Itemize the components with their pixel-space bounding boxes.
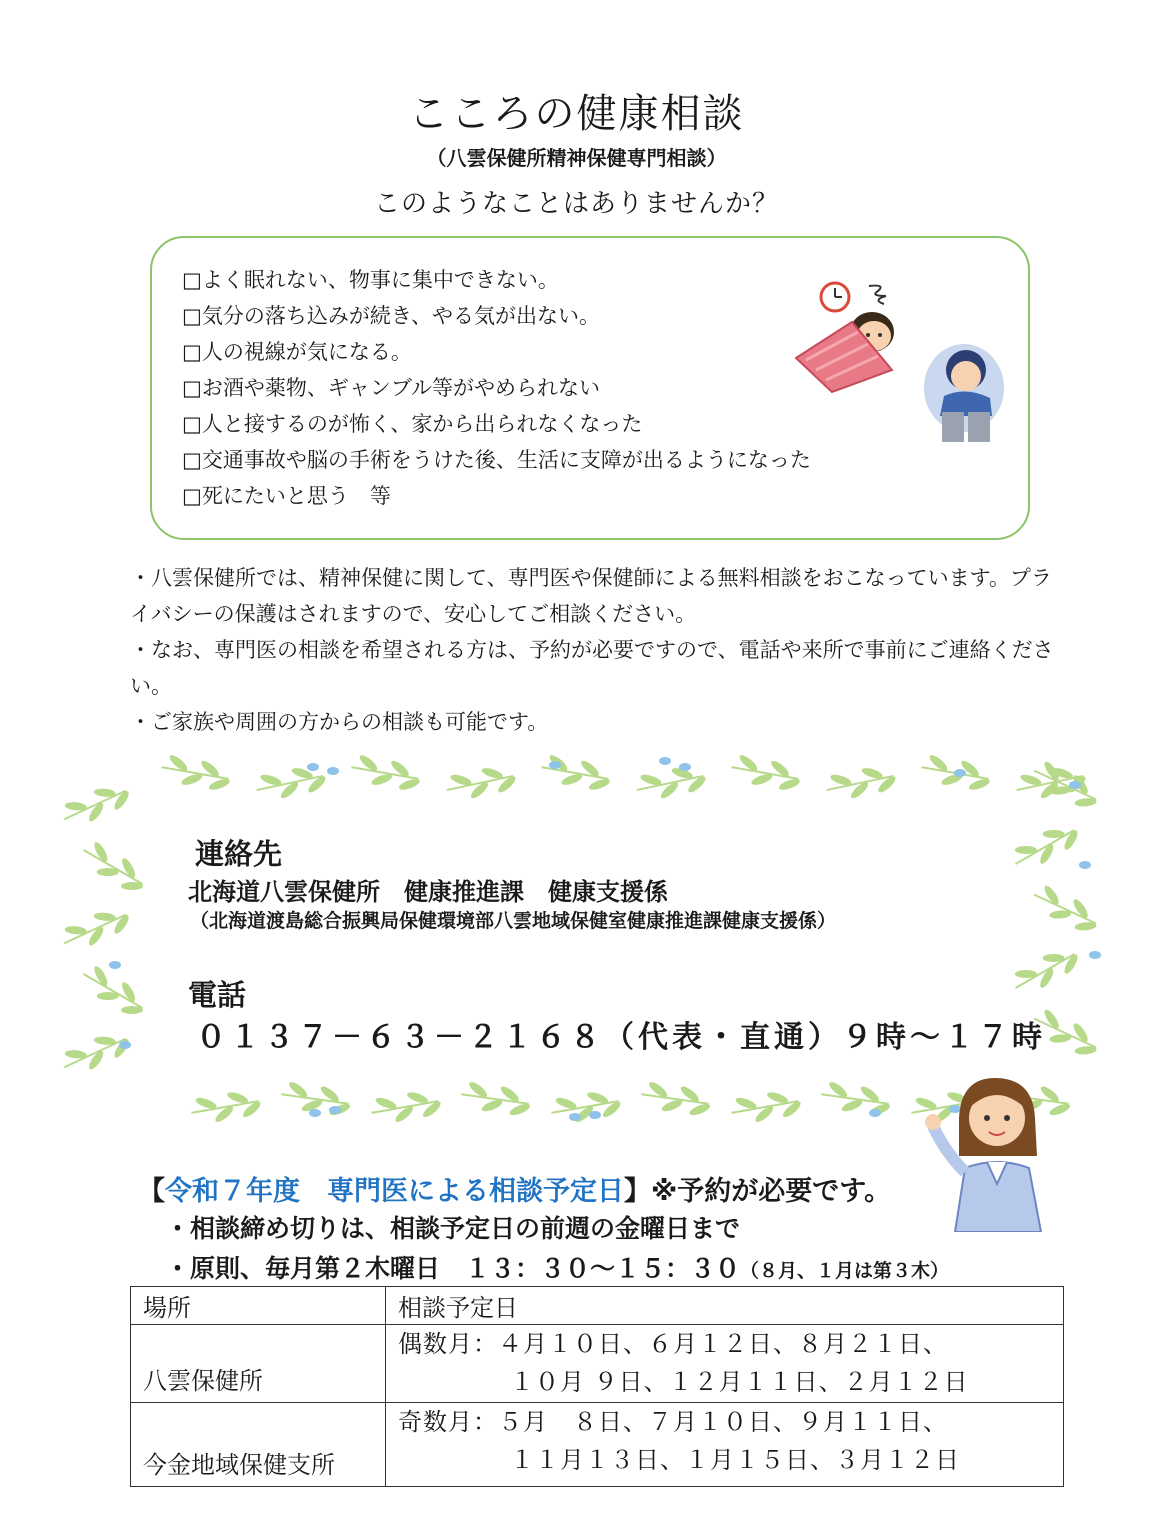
table-cell-dates: [386, 1403, 1064, 1487]
date-line: 奇数月：５月 ８日、７月１０日、９月１１日、: [398, 1408, 948, 1436]
schedule-time-bullet: [165, 1249, 949, 1285]
leaf-sprig: [819, 1078, 894, 1120]
checklist-item: □気分の落ち込みが続き、やる気が出ない。: [182, 304, 600, 328]
water-drop: [569, 1113, 581, 1121]
leaf-sprig: [633, 760, 710, 806]
table-cell-dates: [386, 1325, 1064, 1403]
table-row: [131, 1325, 1064, 1403]
water-drop: [549, 761, 561, 769]
date-line: 偶数月：４月１０日、６月１２日、８月２１日、: [398, 1330, 948, 1358]
phone-number[interactable]: ０１３７－６３－２１６８（代表・直通）９時～１７時: [196, 1020, 1046, 1055]
water-drop: [109, 961, 121, 969]
table-row: [131, 1403, 1064, 1487]
notes-section: [130, 560, 1060, 740]
table-cell-place: 今金地域保健支所: [131, 1403, 386, 1487]
table-cell-place: 八雲保健所: [131, 1325, 386, 1403]
schedule-time-text: ・原則、毎月第２木曜日 １３：３０～１５：３０: [165, 1254, 741, 1283]
bracket-close: 】: [624, 1176, 651, 1207]
checklist-item: □交通事故や脳の手術をうけた後、生活に支障が出るようになった: [182, 448, 811, 472]
water-drop: [1079, 861, 1091, 869]
leaf-sprig: [76, 836, 154, 899]
depressed-person-icon: [920, 338, 1010, 448]
checklist-item: □死にたいと思う 等: [182, 484, 391, 508]
contact-heading: 連絡先: [195, 837, 283, 871]
note-paragraph: ・八雲保健所では、精神保健に関して、専門医や保健師による無料相談をおこなっています。プライバシーの保護はされますので、安心してご相談ください。: [130, 566, 1052, 626]
leaf-sprig: [57, 775, 135, 834]
table-header-row: [131, 1287, 1064, 1325]
water-drop: [659, 757, 671, 765]
schedule-table: [130, 1286, 1064, 1487]
checklist-item: □お酒や薬物、ギャンブル等がやめられない: [182, 376, 600, 400]
intro-question: このようなことはありませんか？: [373, 189, 779, 219]
water-drop: [869, 1109, 881, 1117]
leaf-sprig: [443, 760, 520, 806]
leaf-sprig: [1008, 814, 1086, 877]
table-header-dates: 相談予定日: [386, 1287, 1064, 1325]
water-drop: [329, 1106, 341, 1114]
table-header-place: 場所: [131, 1287, 386, 1325]
leaf-sprig: [349, 751, 425, 795]
water-drop: [119, 1041, 131, 1049]
leaf-sprig: [369, 1085, 445, 1125]
bracket-open: 【: [138, 1176, 165, 1207]
note-paragraph: ・なお、専門医の相談を希望される方は、予約が必要ですので、電話や来所で事前にご連絡ください。: [130, 638, 1054, 698]
page-subtitle: （八雲保健所精神保健専門相談）: [426, 146, 727, 170]
leaf-sprig: [549, 1085, 625, 1125]
leaf-sprig: [1008, 938, 1086, 1001]
leaf-sprig: [729, 751, 805, 795]
schedule-heading: [138, 1169, 891, 1208]
checklist-item: □人と接するのが怖く、家から出られなくなった: [182, 412, 643, 436]
leaf-sprig: [57, 899, 135, 958]
symptom-checklist: [182, 262, 811, 514]
leaf-frame: [55, 745, 1115, 1125]
checklist-item: □人の視線が気になる。: [182, 340, 412, 364]
leaf-sprig: [159, 751, 235, 795]
leaf-sprig: [1027, 880, 1105, 939]
leaf-sprig: [459, 1078, 534, 1120]
water-drop: [1069, 781, 1081, 789]
leaf-sprig: [729, 1085, 805, 1125]
water-drop: [589, 1111, 601, 1119]
leaf-sprig: [823, 760, 900, 806]
date-line: １１月１３日、１月１５日、３月１２日: [510, 1446, 960, 1474]
leaf-sprig: [639, 1078, 714, 1120]
water-drop: [307, 763, 319, 771]
reservation-note: ※予約が必要です。: [651, 1176, 892, 1207]
leaf-sprig: [539, 751, 615, 795]
schedule-title: 令和７年度 専門医による相談予定日: [165, 1176, 624, 1207]
water-drop: [954, 769, 966, 777]
water-drop: [1089, 951, 1101, 959]
checklist-item: □よく眠れない、物事に集中できない。: [182, 268, 559, 292]
note-paragraph: ・ご家族や周囲の方からの相談も可能です。: [130, 710, 549, 734]
leaf-sprig: [76, 960, 154, 1023]
phone-heading: 電話: [188, 978, 247, 1012]
water-drop: [309, 1109, 321, 1117]
deadline-bullet: ・相談締め切りは、相談予定日の前週の金曜日まで: [165, 1214, 741, 1243]
page-title: こころの健康相談: [408, 91, 745, 137]
contact-organization-full: （北海道渡島総合振興局保健環境部八雲地域保健室健康推進課健康支援係）: [190, 910, 837, 932]
leaf-sprig: [189, 1085, 265, 1125]
sleepless-person-icon: [792, 300, 912, 395]
schedule-exception-note: （８月、１月は第３木）: [740, 1260, 950, 1282]
water-drop: [327, 767, 339, 775]
leaf-sprig: [57, 1023, 135, 1082]
contact-organization: 北海道八雲保健所 健康推進課 健康支援係: [188, 878, 668, 906]
date-line: １０月 ９日、１２月１１日、２月１２日: [510, 1368, 969, 1396]
staff-woman-icon: [925, 1072, 1075, 1232]
water-drop: [679, 763, 691, 771]
